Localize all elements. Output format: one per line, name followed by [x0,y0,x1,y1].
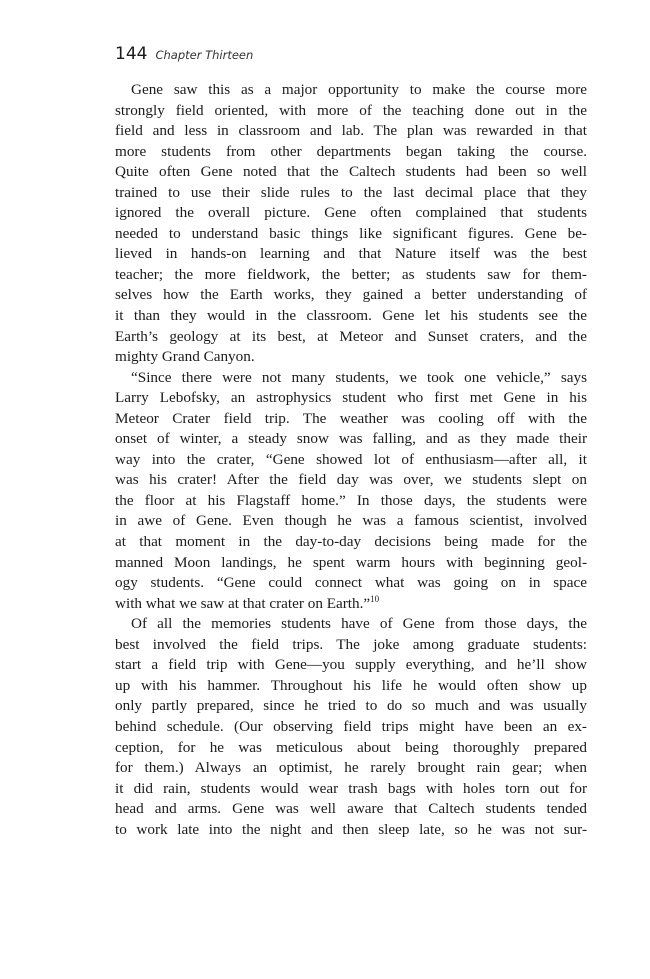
paragraph-1 [115,80,587,368]
text-line-with-footnote [115,594,587,615]
text-line: Quite often Gene noted that the Caltech students had been so well [115,163,587,181]
text-line: Earth’s geology at its best, at Meteor and Sunset craters, and the [115,327,587,345]
chapter-title: Chapter Thirteen [155,48,254,62]
text-line: mighty Grand Canyon. [115,348,255,366]
text-line: trained to use their slide rules to the last decimal place that they [115,183,587,201]
text-line: in awe of Gene. Even though he was a famous scientist, involved [115,512,587,530]
page-number: 144 [115,44,148,64]
text-line: lieved in hands-on learning and that Nature itself was the best [115,245,587,263]
paragraph-3 [115,614,587,840]
text-line: for them.) Always an optimist, he rarely brought rain gear; when [115,759,587,777]
text-line: to work late into the night and then sleep late, so he was not sur- [115,820,587,838]
text-line: Of all the memories students have of Gene from those days, the [131,615,587,633]
text-line: was his crater! After the field day was over, we students slept on [115,471,587,489]
text-line: at that moment in the day-to-day decisions being made for the [115,533,587,551]
text-line: up with his hammer. Throughout his life he would often show up [115,676,587,694]
text-line: needed to understand basic things like significant figures. Gene be- [115,224,587,242]
text-line: it than they would in the classroom. Gene let his students see the [115,307,587,325]
text-line: selves how the Earth works, they gained a better understanding of [115,286,587,304]
running-head [115,44,253,68]
text-line: teacher; the more fieldwork, the better; as students saw for them- [115,265,587,283]
text-line: best involved the field trips. The joke among graduate students: [115,635,587,653]
text-line: Meteor Crater field trip. The weather was cooling off with the [115,409,587,427]
text-line: onset of winter, a steady snow was falling, and as they made their [115,430,587,448]
text-line: ogy students. “Gene could connect what was going on in space [115,574,587,592]
text-line: Gene saw this as a major opportunity to make the course more [131,81,587,98]
text-line: only partly prepared, since he tried to do so much and was usually [115,697,587,715]
text-line-content: with what we saw at that crater on Earth.” [115,594,371,612]
paragraph-2 [115,368,587,615]
text-line: more students from other departments began taking the course. [115,142,587,160]
text-line: way into the crater, “Gene showed lot of enthusiasm—after all, it [115,450,587,468]
text-line: Larry Lebofsky, an astrophysics student who first met Gene in his [115,389,587,407]
text-line: head and arms. Gene was well aware that Caltech students tended [115,800,587,818]
text-line: field and less in classroom and lab. The plan was rewarded in that [115,122,587,140]
text-line: it did rain, students would wear trash bags with holes torn out for [115,779,587,797]
text-line: ignored the overall picture. Gene often complained that students [115,204,587,222]
text-line: the floor at his Flagstaff home.” In those days, the students were [115,491,587,509]
text-line: start a field trip with Gene—you supply everything, and he’ll show [115,656,587,674]
body-text [115,80,587,840]
text-line: manned Moon landings, he spent warm hours with beginning geol- [115,553,587,571]
text-line: behind schedule. (Our observing field trips might have been an ex- [115,717,587,735]
text-line: ception, for he was meticulous about being thoroughly prepared [115,738,587,756]
footnote-marker: 10 [370,593,380,604]
text-line: “Since there were not many students, we took one vehicle,” says [131,368,587,386]
text-line: strongly field oriented, with more of the teaching done out in the [115,101,587,119]
